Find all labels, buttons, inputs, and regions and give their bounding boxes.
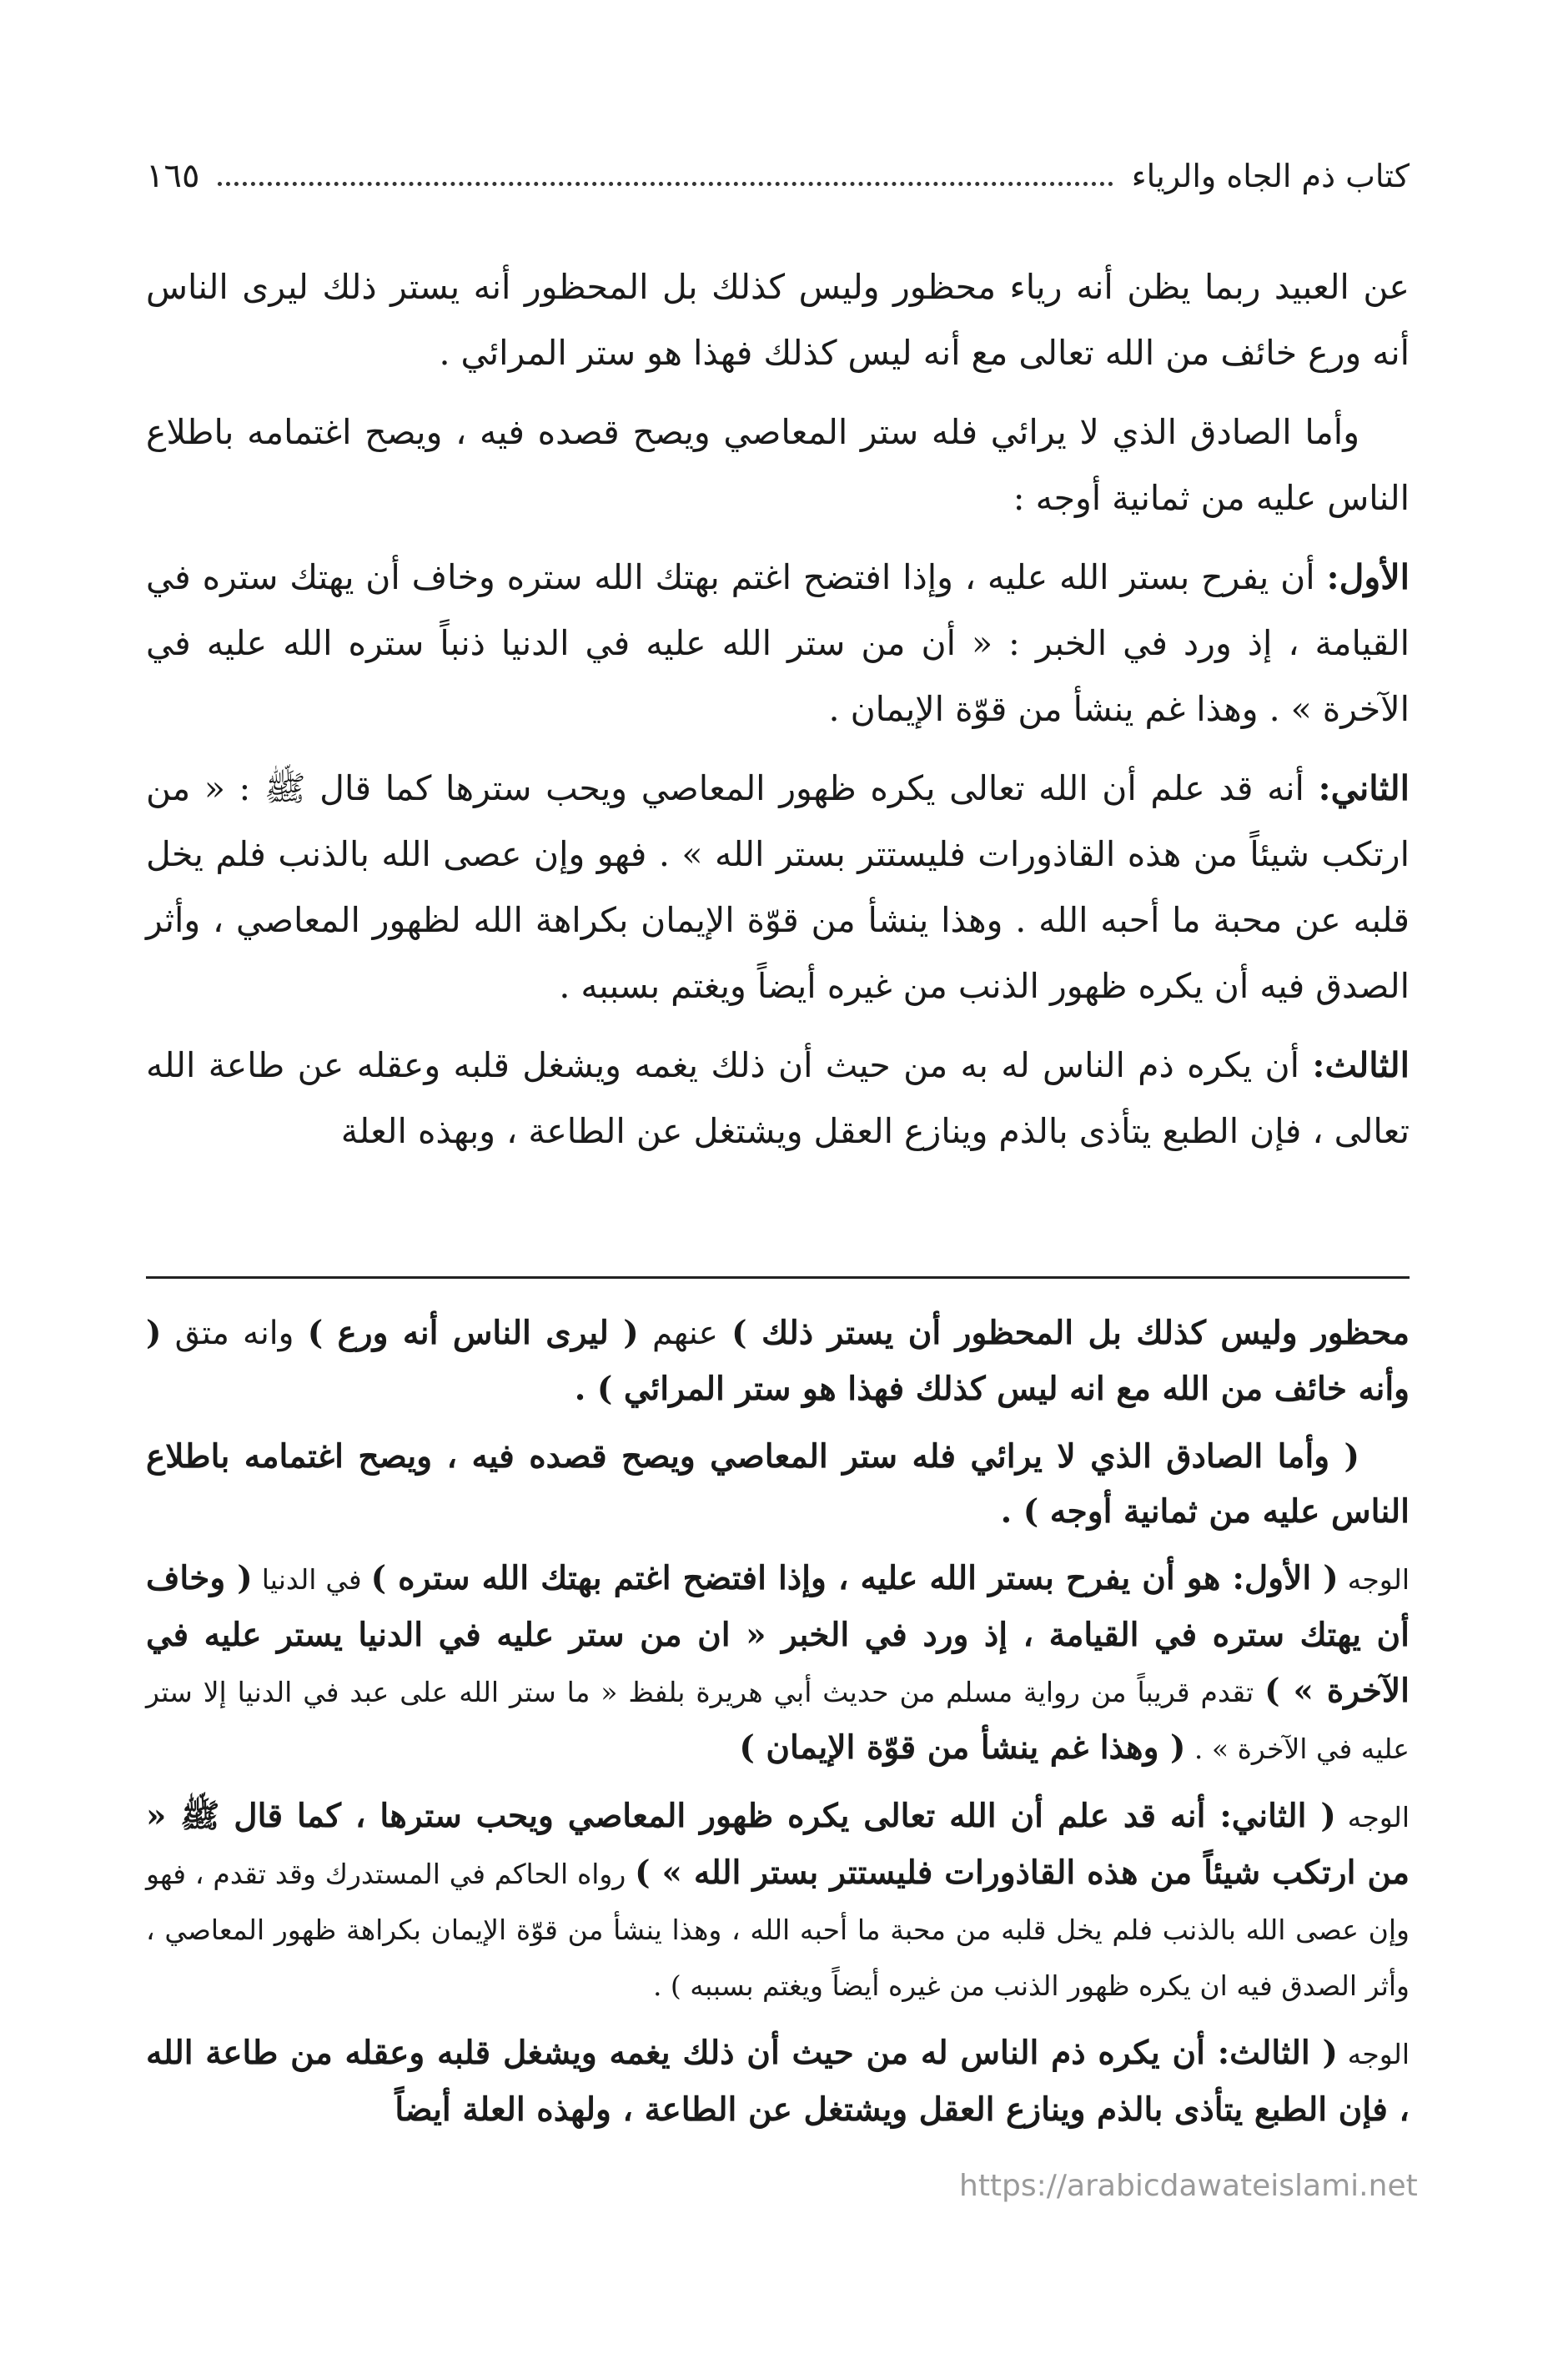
commentary-quote: ( الأول: هو أن يفرح بستر الله عليه ، وإذا افتضح اغتم بهتك الله ستره ): [370, 1559, 1339, 1597]
paragraph-5: [146, 1033, 1410, 1164]
commentary-1: [146, 1305, 1410, 1417]
main-text: [146, 254, 1410, 1178]
commentary-5: [146, 2025, 1410, 2138]
running-header: [146, 147, 1410, 205]
commentary-2: ( وأما الصادق الذي لا يرائي فله ستر المعاصي ويصح قصده فيه ، ويصح اغتمامه باطلاع الناس عليه من ثمانية أوجه ) .: [146, 1437, 1410, 1531]
commentary-quote: ( وأنه خائف من الله مع انه ليس كذلك فهذا هو ستر المرائي ) .: [146, 1314, 1410, 1408]
point-label-second: الثاني:: [1318, 768, 1410, 808]
chapter-title: كتاب ذم الجاه والرياء: [1131, 158, 1410, 194]
paragraph-1: عن العبيد ربما يظن أنه رياء محظور وليس كذلك بل المحظور أنه يستر ذلك ليرى الناس أنه ورع خائف من الله تعالى مع أنه ليس كذلك فهذا هو ستر المرائي .: [146, 267, 1410, 373]
commentary-prefix: الوجه: [1337, 2038, 1410, 2070]
point-text-second: أنه قد علم أن الله تعالى يكره ظهور المعاصي ويحب سترها كما قال ﷺ : « من ارتكب شيئاً من هذه القاذورات فليستتر بستر الله » . فهو وإن عصى الله بالذنب فلم يخل قلبه عن محبة ما أحبه الله . وهذا ينشأ من قوّة الإيمان بكراهة الله لظهور المعاصي ، وأثر الصدق فيه أن يكره ظهور الذنب من غيره أيضاً ويغتم بسببه .: [146, 768, 1410, 1006]
commentary-quote: ( الثالث: أن يكره ذم الناس له من حيث أن ذلك يغمه ويشغل قلبه وعقله من طاعة الله ، فإن الطبع يتأذى بالذم وينازع العقل ويشتغل عن الطاعة ، ولهذه العلة أيضاً: [146, 2034, 1410, 2129]
header-dot-leader: [218, 182, 1113, 186]
commentary-text: رواه الحاكم في المستدرك وقد تقدم ، فهو وإن عصى الله بالذنب فلم يخل قلبه من محبة ما أحبه الله ، وهذا ينشأ من قوّة الإيمان بكراهة ظهور المعاصي ، وأثر الصدق فيه ان يكره ظهور الذنب من غيره أيضاً ويغتم بسببه ) .: [146, 1858, 1410, 2002]
point-text-third: أن يكره ذم الناس له به من حيث أن ذلك يغمه ويشغل قلبه وعقله عن طاعة الله تعالى ، فإن الطبع يتأذى بالذم وينازع العقل ويشتغل عن الطاعة ، وبهذه العلة: [146, 1045, 1410, 1151]
commentary-text: في الدنيا: [252, 1563, 371, 1596]
paragraph-2: وأما الصادق الذي لا يرائي فله ستر المعاصي ويصح قصده فيه ، ويصح اغتمامه باطلاع الناس عليه من ثمانية أوجه :: [146, 412, 1410, 518]
footnote-separator: [146, 1276, 1410, 1279]
commentary-3: [146, 1551, 1410, 1777]
watermark-url: https://arabicdawateislami.net: [959, 2169, 1418, 2203]
commentary-section: [146, 1305, 1410, 2150]
paragraph-4: [146, 756, 1410, 1019]
commentary-text: تقدم قريباً من رواية مسلم من حديث أبي هريرة بلفظ « ما ستر الله على عبد في الدنيا إلا ستر عليه في الآخرة » .: [146, 1676, 1410, 1765]
point-label-third: الثالث:: [1312, 1045, 1410, 1085]
page-number: ١٦٥: [146, 157, 200, 195]
commentary-prefix: الوجه: [1338, 1563, 1410, 1596]
point-label-first: الأول:: [1326, 557, 1410, 597]
commentary-text: وانه متق: [161, 1315, 308, 1352]
commentary-quote: ( وخاف أن يهتك ستره في القيامة ، إذ ورد في الخبر « ان من ستر عليه في الدنيا يستر عليه في الآخرة » ): [146, 1559, 1410, 1710]
commentary-prefix: الوجه: [1335, 1801, 1410, 1833]
point-text-first: أن يفرح بستر الله عليه ، وإذا افتضح اغتم بهتك الله ستره وخاف أن يهتك ستره في القيامة ، إذ ورد في الخبر : « أن من ستر الله عليه في الدنيا ذنباً ستره الله عليه في الآخرة » . وهذا غم ينشأ من قوّة الإيمان .: [146, 557, 1410, 729]
commentary-4: [146, 1788, 1410, 2014]
commentary-text: عنهم: [638, 1315, 732, 1352]
commentary-quote: محظور وليس كذلك بل المحظور أن يستر ذلك ): [731, 1314, 1410, 1352]
commentary-quote: ( ليرى الناس أنه ورع ): [307, 1314, 639, 1352]
commentary-quote: ( الثاني: أنه قد علم أن الله تعالى يكره ظهور المعاصي ويحب سترها ، كما قال ﷺ « من ارتكب شيئاً من هذه القاذورات فليستتر بستر الله » ): [146, 1797, 1410, 1892]
paragraph-3: [146, 545, 1410, 742]
commentary-quote: ( وهذا غم ينشأ من قوّة الإيمان ): [739, 1728, 1186, 1767]
